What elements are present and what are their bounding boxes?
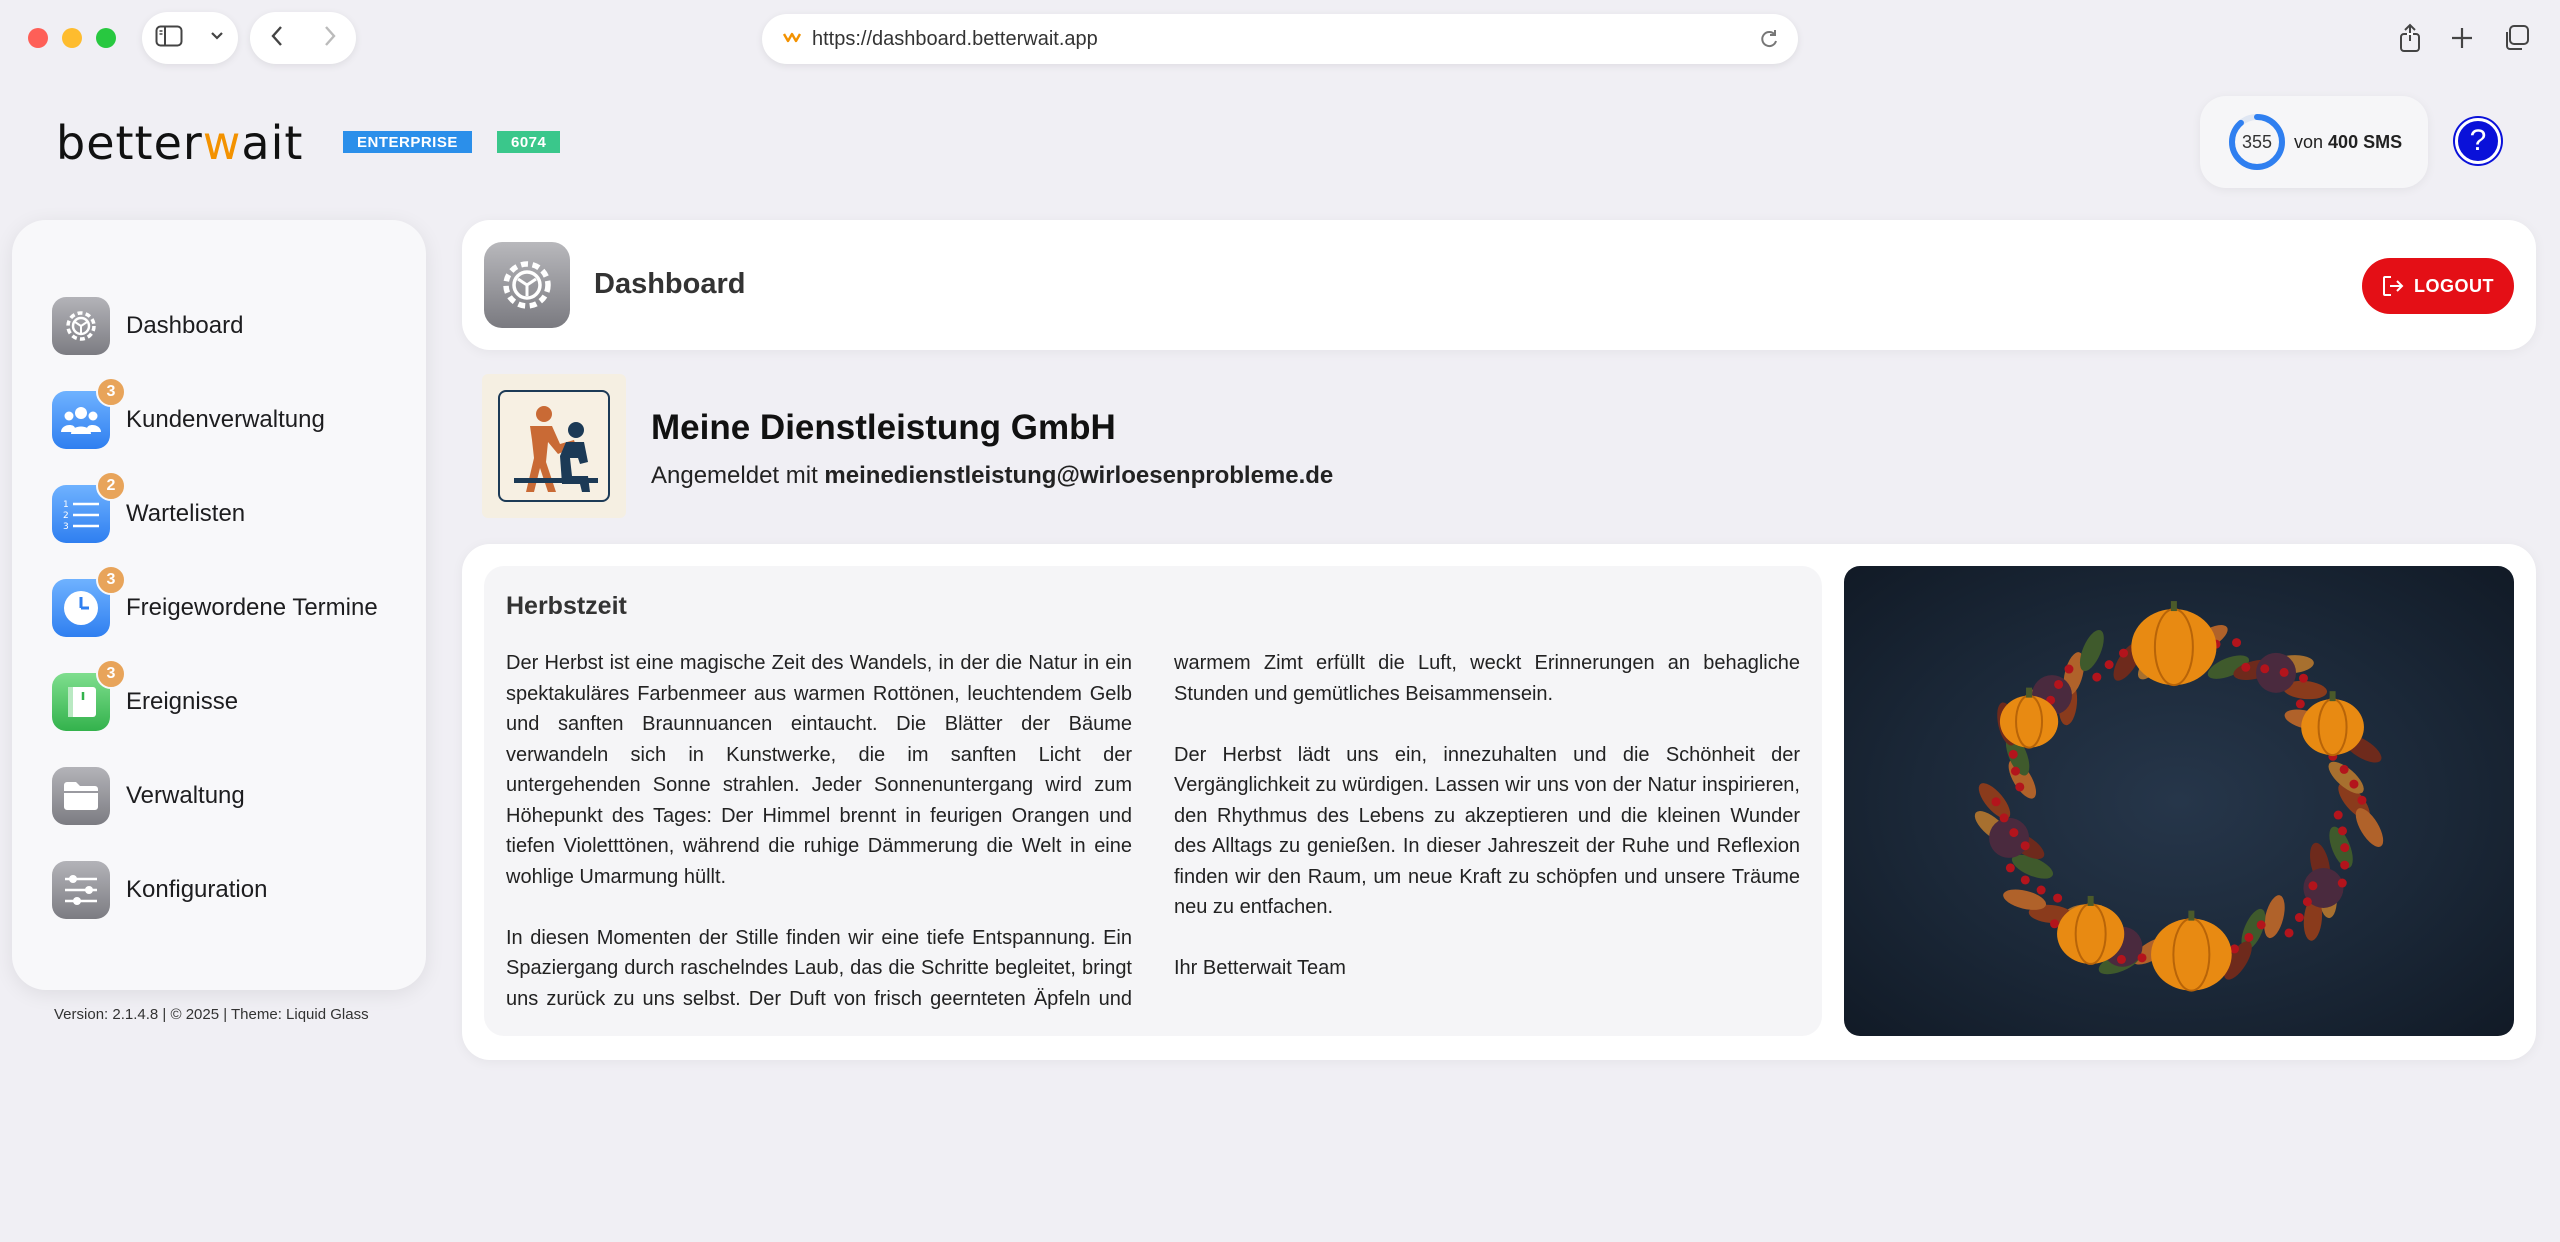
- news-panel: [462, 544, 2536, 1060]
- gear-icon: [52, 297, 110, 355]
- sidebar-item-label: Konfiguration: [126, 876, 268, 903]
- app-logo[interactable]: [56, 118, 303, 168]
- sidebar-item-wartelisten[interactable]: [52, 477, 246, 544]
- chevron-down-icon[interactable]: [209, 29, 225, 47]
- sidebar-item-label: Freigewordene Termine: [126, 594, 378, 621]
- login-info: [651, 462, 1333, 490]
- window-close-button[interactable]: [28, 28, 48, 48]
- sidebar: [12, 220, 426, 990]
- url-text: https://dashboard.betterwait.app: [812, 27, 1098, 50]
- logout-button[interactable]: [2362, 258, 2514, 314]
- notification-badge: 3: [96, 377, 126, 407]
- logo-text-suffix: ait: [241, 116, 304, 170]
- notification-badge: 3: [96, 565, 126, 595]
- sms-total-label: von 400 SMS: [2294, 131, 2403, 152]
- svg-text:1: 1: [63, 500, 69, 510]
- site-favicon-icon: [782, 30, 802, 49]
- sidebar-toggle-button[interactable]: [142, 12, 238, 64]
- share-icon[interactable]: [2390, 18, 2430, 58]
- sidebar-item-konfiguration[interactable]: [52, 860, 267, 920]
- sidebar-item-dashboard[interactable]: [52, 296, 243, 356]
- plan-badge: ENTERPRISE: [343, 131, 472, 153]
- sms-used-count: 355: [2241, 131, 2273, 152]
- list-icon: [52, 477, 116, 543]
- sliders-icon: [52, 861, 110, 919]
- folder-icon: [52, 767, 110, 825]
- sidebar-item-verwaltung[interactable]: [52, 766, 245, 826]
- svg-text:2: 2: [63, 511, 69, 521]
- history-nav: [250, 12, 356, 64]
- logout-label: LOGOUT: [2414, 275, 2494, 296]
- article-paragraph: Der Herbst lädt uns ein, innezuhalten und die Schönheit der Vergänglichkeit zu würdigen. Lassen wir uns von der Natur inspirieren, den Rhythmus des Lebens zu akzeptieren und die kleinen Wunder des Alltags zu genießen. In dieser Jahreszeit der Ruhe und Reflexion finden wir den Raum, um neue Kraft zu schöpfen und unsere Träume neu zu entfachen.: [1174, 743, 1800, 918]
- massage-therapy-icon: [498, 390, 610, 502]
- svg-text:3: 3: [63, 522, 69, 532]
- logo-text-w: w: [202, 116, 242, 170]
- page-title: Dashboard: [594, 268, 746, 300]
- notification-badge: 2: [96, 471, 126, 501]
- autumn-wreath-image: [1844, 566, 2514, 1036]
- sidebar-item-label: Verwaltung: [126, 782, 245, 809]
- browser-chrome: [0, 0, 2560, 78]
- back-icon[interactable]: [269, 24, 285, 53]
- company-logo: [482, 374, 626, 518]
- sidebar-item-ereignisse[interactable]: [52, 665, 239, 732]
- article-title: Herbstzeit: [506, 592, 627, 620]
- forward-icon[interactable]: [322, 24, 338, 53]
- article-signature: Ihr Betterwait Team: [1174, 957, 1346, 979]
- login-email: meinedienstleistung@wirloesenprobleme.de: [824, 462, 1334, 489]
- page-header: [462, 220, 2536, 350]
- tab-overview-icon[interactable]: [2496, 18, 2536, 58]
- book-icon: [52, 665, 116, 731]
- users-icon: [52, 383, 116, 449]
- company-name: Meine Dienstleistung GmbH: [651, 408, 1116, 447]
- article-paragraph: In diesen Momenten der Stille finden wir eine tiefe Entspannung. Ein Spaziergang durch raschelndes Laub, das die Schritte begleitet, bringt uns zurück zu uns selbst. Der Duft von frisch geernteten Äpfeln und warmem Zimt erfüllt die Luft, weckt Erinnerungen an behagliche Stunden und gemütliches Beisammensein.: [506, 652, 1800, 1010]
- notification-badge: 3: [96, 659, 126, 689]
- reload-icon[interactable]: [1758, 28, 1780, 55]
- window-zoom-button[interactable]: [96, 28, 116, 48]
- address-bar[interactable]: [762, 14, 1798, 64]
- article-paragraph: Der Herbst ist eine magische Zeit des Wandels, in der die Natur in ein spektakuläres Farbenmeer aus warmen Rottönen, leuchtendem Gelb und sanften Braunnuancen eintaucht. Die Blätter der Bäume verwandeln sich in Kunstwerke, die im sanften Licht der untergehenden Sonne strahlen. Jeder Sonnenuntergang wird zum Höhepunkt des Tages: Der Himmel brennt in feurigen Orangen und tiefen Violetttönen, während die ruhige Dämmerung die Welt in eine wohlige Umarmung hüllt.: [506, 652, 1132, 888]
- window-minimize-button[interactable]: [62, 28, 82, 48]
- sidebar-item-label: Dashboard: [126, 312, 244, 339]
- help-button[interactable]: ?: [2455, 118, 2501, 164]
- article-body: [506, 648, 1800, 1028]
- sidebar-item-freigewordene-termine[interactable]: [52, 571, 378, 638]
- sidebar-item-label: Ereignisse: [126, 688, 239, 715]
- logout-icon: [2382, 275, 2404, 297]
- sms-quota: [2200, 96, 2428, 188]
- gear-icon: [484, 242, 570, 328]
- news-article: [484, 566, 1822, 1036]
- login-prefix: Angemeldet mit: [651, 462, 818, 489]
- sidebar-item-label: Wartelisten: [126, 500, 246, 527]
- sidebar-item-label: Kundenverwaltung: [126, 406, 325, 433]
- sms-progress-ring: [2228, 113, 2286, 171]
- clock-icon: [52, 571, 116, 637]
- version-footer: Version: 2.1.4.8 | © 2025 | Theme: Liquid Glass: [54, 1006, 369, 1023]
- sidebar-icon: [155, 25, 183, 52]
- sidebar-item-kundenverwaltung[interactable]: [52, 383, 325, 450]
- logo-text-prefix: better: [56, 116, 203, 170]
- account-number-badge: 6074: [497, 131, 560, 153]
- new-tab-icon[interactable]: [2442, 18, 2482, 58]
